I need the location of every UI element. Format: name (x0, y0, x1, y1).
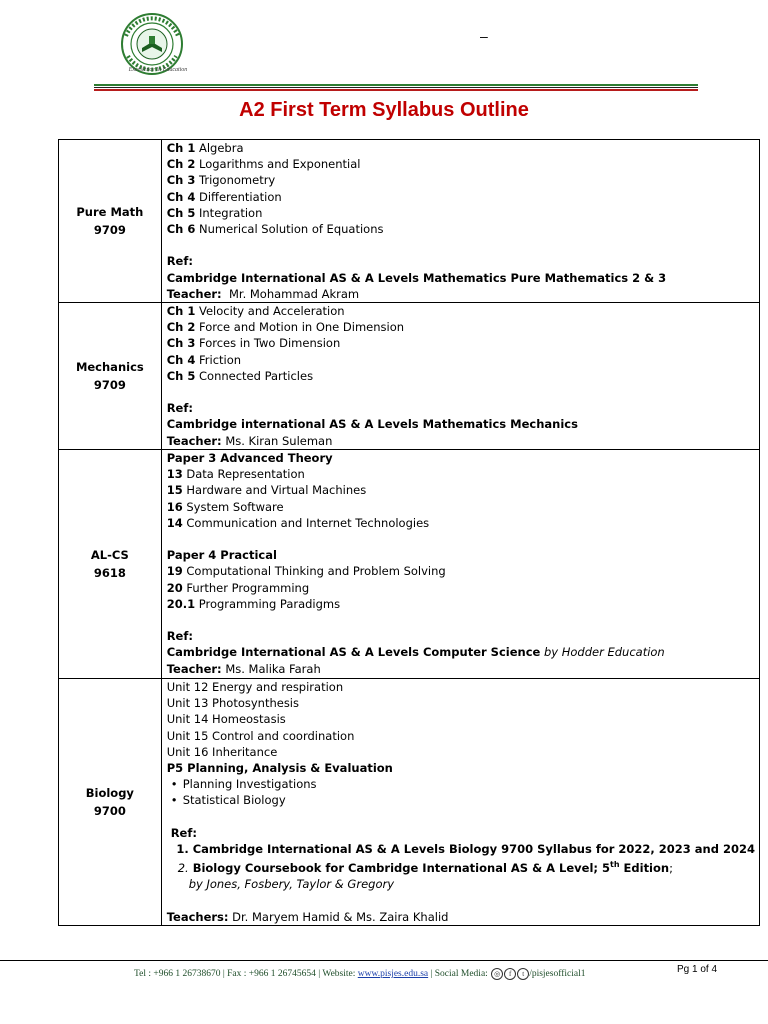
subject-code: 9618 (93, 566, 126, 581)
chapter-line: Ch 1 Algebra (166, 141, 244, 155)
bullet-item: • Planning Investigations (167, 776, 755, 792)
reference-book: Cambridge International AS & A Levels Computer Science by Hodder Education (166, 645, 665, 660)
subject-name: AL-CS (90, 548, 129, 563)
chapter-line: Ch 4 Differentiation (166, 189, 282, 204)
topic-line: 20 Further Programming (166, 580, 310, 595)
content-cell (161, 140, 759, 303)
chapter-line: Ch 2 Logarithms and Exponential (166, 157, 361, 172)
paper-title: Paper 4 Practical (166, 548, 277, 563)
reference-book: Cambridge International AS & A Levels Mathematics Pure Mathematics 2 & 3 (166, 270, 667, 285)
chapter-line: Ch 5 Connected Particles (166, 368, 314, 383)
ref-label: Ref: (170, 825, 197, 840)
subject-name: Mechanics (75, 360, 144, 375)
table-row (59, 679, 760, 926)
instagram-icon[interactable]: ◎ (491, 968, 503, 980)
unit-line: Unit 16 Inheritance (166, 744, 278, 759)
twitter-icon[interactable]: t (517, 968, 529, 980)
unit-line: Unit 15 Control and coordination (166, 728, 355, 743)
topic-line: 16 System Software (166, 499, 284, 514)
reference-item: 2. Biology Coursebook for Cambridge International AS & A Level; 5th Edition; (177, 860, 673, 876)
footer-rule (0, 960, 768, 961)
subject-cell (59, 140, 162, 303)
table-row (59, 140, 760, 303)
paper-title: P5 Planning, Analysis & Evaluation (166, 761, 393, 776)
bullet-item: • Statistical Biology (167, 792, 755, 808)
subject-cell (59, 679, 162, 926)
subject-code: 9700 (93, 803, 126, 818)
reference-item: 1. Cambridge International AS & A Levels Biology 9700 Syllabus for 2022, 2023 and 2024 (176, 842, 755, 857)
topic-line: 13 Data Representation (166, 467, 305, 482)
unit-line: Unit 12 Energy and respiration (166, 680, 344, 695)
topic-line: 15 Hardware and Virtual Machines (166, 483, 367, 498)
subject-code: 9709 (93, 223, 126, 237)
chapter-line: Ch 1 Velocity and Acceleration (166, 304, 345, 319)
chapter-line: Ch 5 Integration (166, 205, 263, 220)
subject-cell (59, 450, 162, 679)
page-title: A2 First Term Syllabus Outline (239, 99, 529, 121)
teacher-line: Teacher: Mr. Mohammad Akram (166, 286, 360, 301)
table-row (59, 303, 760, 450)
header-rule-green (94, 84, 698, 86)
website-link[interactable]: www.pisjes.edu.sa (357, 969, 429, 980)
subject-cell (59, 303, 162, 450)
ref-label: Ref: (166, 401, 193, 416)
subject-code: 9709 (93, 378, 126, 393)
page-number: Pg 1 of 4 (677, 964, 718, 975)
paper-title: Paper 3 Advanced Theory (166, 451, 333, 466)
content-cell (161, 303, 759, 450)
chapter-line: Ch 4 Friction (166, 352, 242, 367)
teacher-line: Teacher: Ms. Kiran Suleman (166, 433, 333, 448)
header-dash: – (480, 28, 488, 44)
header-rule-red (94, 89, 698, 91)
reference-book: Cambridge international AS & A Levels Mathematics Mechanics (166, 417, 578, 432)
chapter-line: Ch 2 Force and Motion in One Dimension (166, 320, 405, 335)
subject-name: Pure Math (76, 205, 144, 219)
topic-line: 14 Communication and Internet Technologies (166, 515, 430, 530)
ref-label: Ref: (166, 629, 193, 644)
ref-label: Ref: (166, 254, 193, 269)
content-cell (161, 679, 759, 926)
subject-name: Biology (85, 785, 134, 800)
topic-line: 20.1 Programming Paradigms (166, 596, 341, 611)
content-cell (161, 450, 759, 679)
teacher-line: Teachers: Dr. Maryem Hamid & Ms. Zaira Khalid (166, 909, 449, 924)
logo-caption: Excellence In Education (128, 67, 188, 73)
header-rule-black (94, 87, 698, 88)
unit-line: Unit 13 Photosynthesis (166, 696, 299, 711)
chapter-line: Ch 6 Numerical Solution of Equations (166, 222, 384, 237)
chapter-line: Ch 3 Trigonometry (166, 173, 276, 188)
syllabus-table (58, 139, 760, 926)
chapter-line: Ch 3 Forces in Two Dimension (166, 336, 341, 351)
reference-authors: by Jones, Fosbery, Taylor & Gregory (188, 877, 395, 892)
table-row (59, 450, 760, 679)
unit-line: Unit 14 Homeostasis (166, 712, 286, 727)
topic-line: 19 Computational Thinking and Problem Solving (166, 564, 446, 579)
facebook-icon[interactable]: f (504, 968, 516, 980)
teacher-line: Teacher: Ms. Malika Farah (166, 661, 321, 676)
footer-contact: Tel : +966 1 26738670 | Fax : +966 1 26745654 | Website: www.pisjes.edu.sa | Social Media: ◎ f t /pisjesofficial1 (134, 969, 586, 980)
